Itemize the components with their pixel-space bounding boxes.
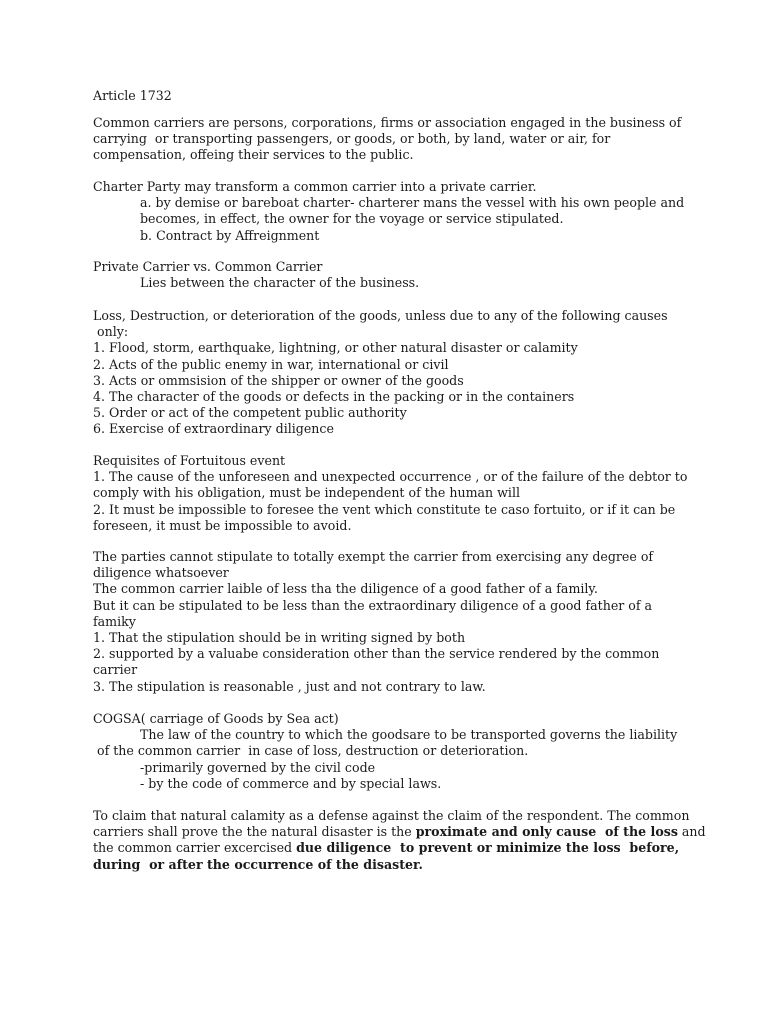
- article-title: Article 1732: [93, 88, 172, 103]
- loss-section: [93, 308, 693, 438]
- list-item: 1. That the stipulation should be in writing signed by both: [93, 629, 466, 645]
- list-item: 1. Flood, storm, earthquake, lightning, or other natural disaster or calamity: [93, 340, 578, 356]
- text-line: famiky: [93, 613, 136, 629]
- bold-span: proximate and only cause of the loss: [415, 824, 678, 840]
- text-line: diligence whatsoever: [93, 565, 229, 581]
- section-heading: Loss, Destruction, or deterioration of the goods, unless due to any of the following causes: [93, 308, 668, 323]
- charter-party-section: [93, 179, 693, 244]
- text-line: [93, 857, 693, 873]
- text-line: 1. The cause of the unforeseen and unexpected occurrence , or of the failure of the debtor to: [93, 469, 688, 485]
- list-item: 5. Order or act of the competent public authority: [93, 405, 407, 421]
- text-line: The common carrier laible of less tha the diligence of a good father of a family.: [93, 581, 598, 597]
- list-item: -primarily governed by the civil code: [140, 759, 376, 775]
- text-line: 2. It must be impossible to foresee the vent which constitute te caso fortuito, or if it can be: [93, 501, 676, 517]
- list-item: 3. Acts or ommsision of the shipper or owner of the goods: [93, 372, 464, 388]
- stipulation-section: [93, 549, 693, 695]
- text-line: [93, 824, 706, 840]
- list-item: 3. The stipulation is reasonable , just and not contrary to law.: [93, 678, 486, 694]
- list-item: b. Contract by Affreignment: [140, 227, 320, 243]
- text-line: To claim that natural calamity as a defense against the claim of the respondent. The common: [93, 808, 690, 823]
- text-span: carriers shall prove the the natural disaster is the: [93, 824, 416, 840]
- text-line: The law of the country to which the goodsare to be transported governs the liability: [140, 727, 678, 743]
- bold-span: during or after the occurrence of the disaster.: [93, 856, 423, 872]
- list-item: 4. The character of the goods or defects in the packing or in the containers: [93, 388, 575, 404]
- section-heading: Charter Party may transform a common carrier into a private carrier.: [93, 179, 537, 194]
- text-line: [93, 840, 693, 856]
- text-line: Lies between the character of the business.: [140, 275, 420, 291]
- list-item: becomes, in effect, the owner for the voyage or service stipulated.: [140, 211, 564, 227]
- text-line: of the common carrier in case of loss, destruction or deterioration.: [93, 743, 529, 759]
- natural-calamity-section: [93, 808, 706, 873]
- definition-paragraph: [93, 115, 693, 164]
- text-line: Common carriers are persons, corporations, firms or association engaged in the business of: [93, 115, 682, 130]
- text-span: and: [677, 824, 706, 840]
- section-heading: Private Carrier vs. Common Carrier: [93, 259, 323, 274]
- text-line: comply with his obligation, must be independent of the human will: [93, 485, 521, 501]
- bold-span: due diligence to prevent or minimize the loss before,: [296, 840, 680, 856]
- list-item: 2. Acts of the public enemy in war, international or civil: [93, 356, 449, 372]
- list-item: - by the code of commerce and by special laws.: [140, 775, 442, 791]
- text-line: The parties cannot stipulate to totally exempt the carrier from exercising any degree of: [93, 549, 654, 564]
- private-vs-common-section: [93, 259, 693, 291]
- list-item: a. by demise or bareboat charter- charterer mans the vessel with his own people and: [140, 195, 685, 211]
- list-item: 2. supported by a valuabe consideration other than the service rendered by the common: [93, 646, 660, 662]
- text-span: the common carrier excercised: [93, 840, 297, 856]
- cogsa-section: [93, 711, 693, 792]
- article-heading: [93, 88, 693, 104]
- section-heading: Requisites of Fortuitous event: [93, 453, 286, 468]
- section-heading: only:: [97, 324, 129, 340]
- list-item: 6. Exercise of extraordinary diligence: [93, 421, 334, 437]
- text-line: compensation, offeing their services to the public.: [93, 147, 414, 163]
- text-line: carrying or transporting passengers, or goods, or both, by land, water or air, for: [93, 131, 611, 147]
- fortuitous-section: [93, 453, 693, 534]
- list-item: carrier: [93, 662, 138, 678]
- text-line: foreseen, it must be impossible to avoid.: [93, 517, 352, 533]
- section-heading: COGSA( carriage of Goods by Sea act): [93, 711, 339, 726]
- text-line: But it can be stipulated to be less than the extraordinary diligence of a good father of a: [93, 597, 653, 613]
